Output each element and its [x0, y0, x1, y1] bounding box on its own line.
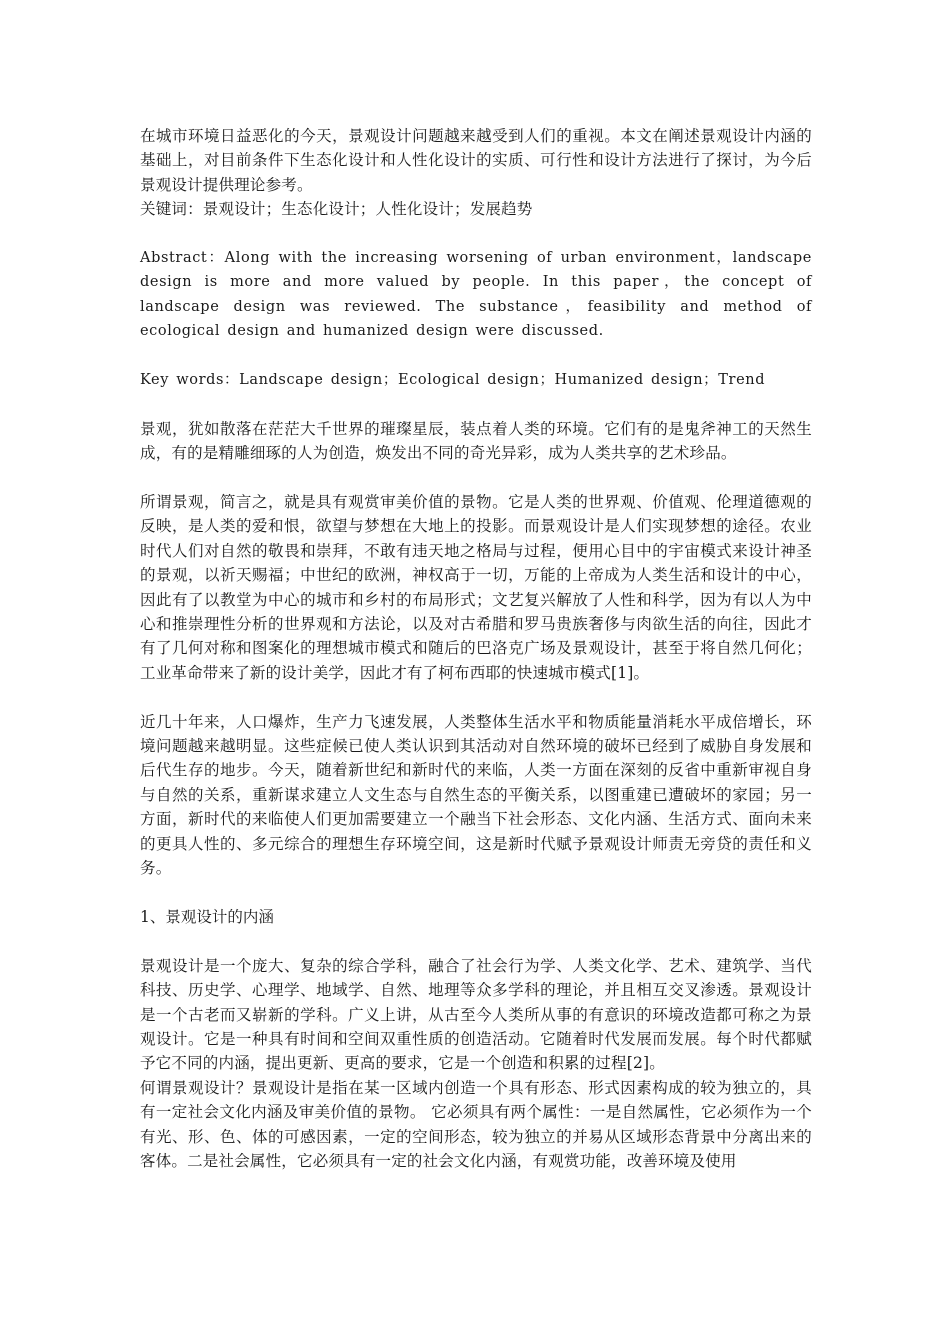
body-paragraph-5: 何谓景观设计？景观设计是指在某一区域内创造一个具有形态、形式因素构成的较为独立的，具有一定社会文化内涵及审美价值的景物。 它必须具有两个属性：一是自然属性，它必须作为一个有光、形、色、体的可感因素，一定的空间形态，较为独立的并易从区域形态背景中分离出来的客体。二是社会属性，它必须具有一定的社会文化内涵，有观赏功能，改善环境及使用: [140, 1078, 812, 1170]
section-heading-1: 1、景观设计的内涵: [140, 907, 274, 926]
keywords-chinese: 关键词：景观设计；生态化设计；人性化设计；发展趋势: [140, 200, 533, 219]
spacer: [140, 929, 812, 953]
keywords-english: Key words：Landscape design；Ecological design；Humanized design；Trend: [140, 372, 766, 389]
spacer: [140, 344, 812, 368]
abstract-english: Abstract：Along with the increasing worsening of urban environment，landscape design is more and more valued by people. In this paper，the concept of landscape design was reviewed. The substance，feasibility and method of ecological design and humanized design were discussed.: [140, 250, 812, 340]
body-paragraph-2: 所谓景观，简言之，就是具有观赏审美价值的景物。它是人类的世界观、价值观、伦理道德观的反映，是人类的爱和恨，欲望与梦想在大地上的投影。而景观设计是人们实现梦想的途径。农业时代人们对自然的敬畏和崇拜，不敢有违天地之格局与过程，便用心目中的宇宙模式来设计神圣的景观，以祈天赐福；中世纪的欧洲，神权高于一切，万能的上帝成为人类生活和设计的中心，因此有了以教堂为中心的城市和乡村的布局形式；文艺复兴解放了人性和科学，因为有以人为中心和推崇理性分析的世界观和方法论，以及对古希腊和罗马贵族奢侈与肉欲生活的向往，因此才有了几何对称和图案化的理想城市模式和随后的巴洛克广场及景观设计，甚至于将自然几何化；工业革命带来了新的设计美学，因此才有了柯布西耶的快速城市模式[1]。: [140, 493, 812, 682]
body-paragraph-3: 近几十年来，人口爆炸，生产力飞速发展，人类整体生活水平和物质能量消耗水平成倍增长，环境问题越来越明显。这些症候已使人类认识到其活动对自然环境的破坏已经到了威胁自身发展和后代生存的地步。今天，随着新世纪和新时代的来临，人类一方面在深刻的反省中重新审视自身与自然的关系，重新谋求建立人文生态与自然生态的平衡关系，以图重建已遭破坏的家园；另一方面，新时代的来临使人们更加需要建立一个融当下社会形态、文化内涵、生活方式、面向未来的更具人性的、多元综合的理想生存环境空间，这是新时代赋予景观设计师责无旁贷的责任和义务。: [140, 712, 812, 878]
body-paragraph-4: 景观设计是一个庞大、复杂的综合学科，融合了社会行为学、人类文化学、艺术、建筑学、当代科技、历史学、心理学、地域学、自然、地理等众多学科的理论，并且相互交叉渗透。景观设计是一个古老而又崭新的学科。广义上讲，从古至今人类所从事的有意识的环境改造都可称之为景观设计。它是一种具有时间和空间双重性质的创造活动。它随着时代发展而发展。每个时代都赋予它不同的内涵，提出更新、更高的要求，它是一个创造和积累的过程[2]。: [140, 956, 812, 1073]
spacer: [140, 392, 812, 416]
document-page: [140, 124, 812, 1173]
spacer: [140, 222, 812, 246]
abstract-chinese: 在城市环境日益恶化的今天，景观设计问题越来越受到人们的重视。本文在阐述景观设计内涵的基础上，对目前条件下生态化设计和人性化设计的实质、可行性和设计方法进行了探讨，为今后景观设计提供理论参考。: [140, 127, 812, 194]
spacer: [140, 685, 812, 709]
spacer: [140, 881, 812, 905]
body-paragraph-1: 景观，犹如散落在茫茫大千世界的璀璨星辰，装点着人类的环境。它们有的是鬼斧神工的天然生成，有的是精雕细琢的人为创造，焕发出不同的奇光异彩，成为人类共享的艺术珍品。: [140, 419, 812, 463]
spacer: [140, 466, 812, 490]
